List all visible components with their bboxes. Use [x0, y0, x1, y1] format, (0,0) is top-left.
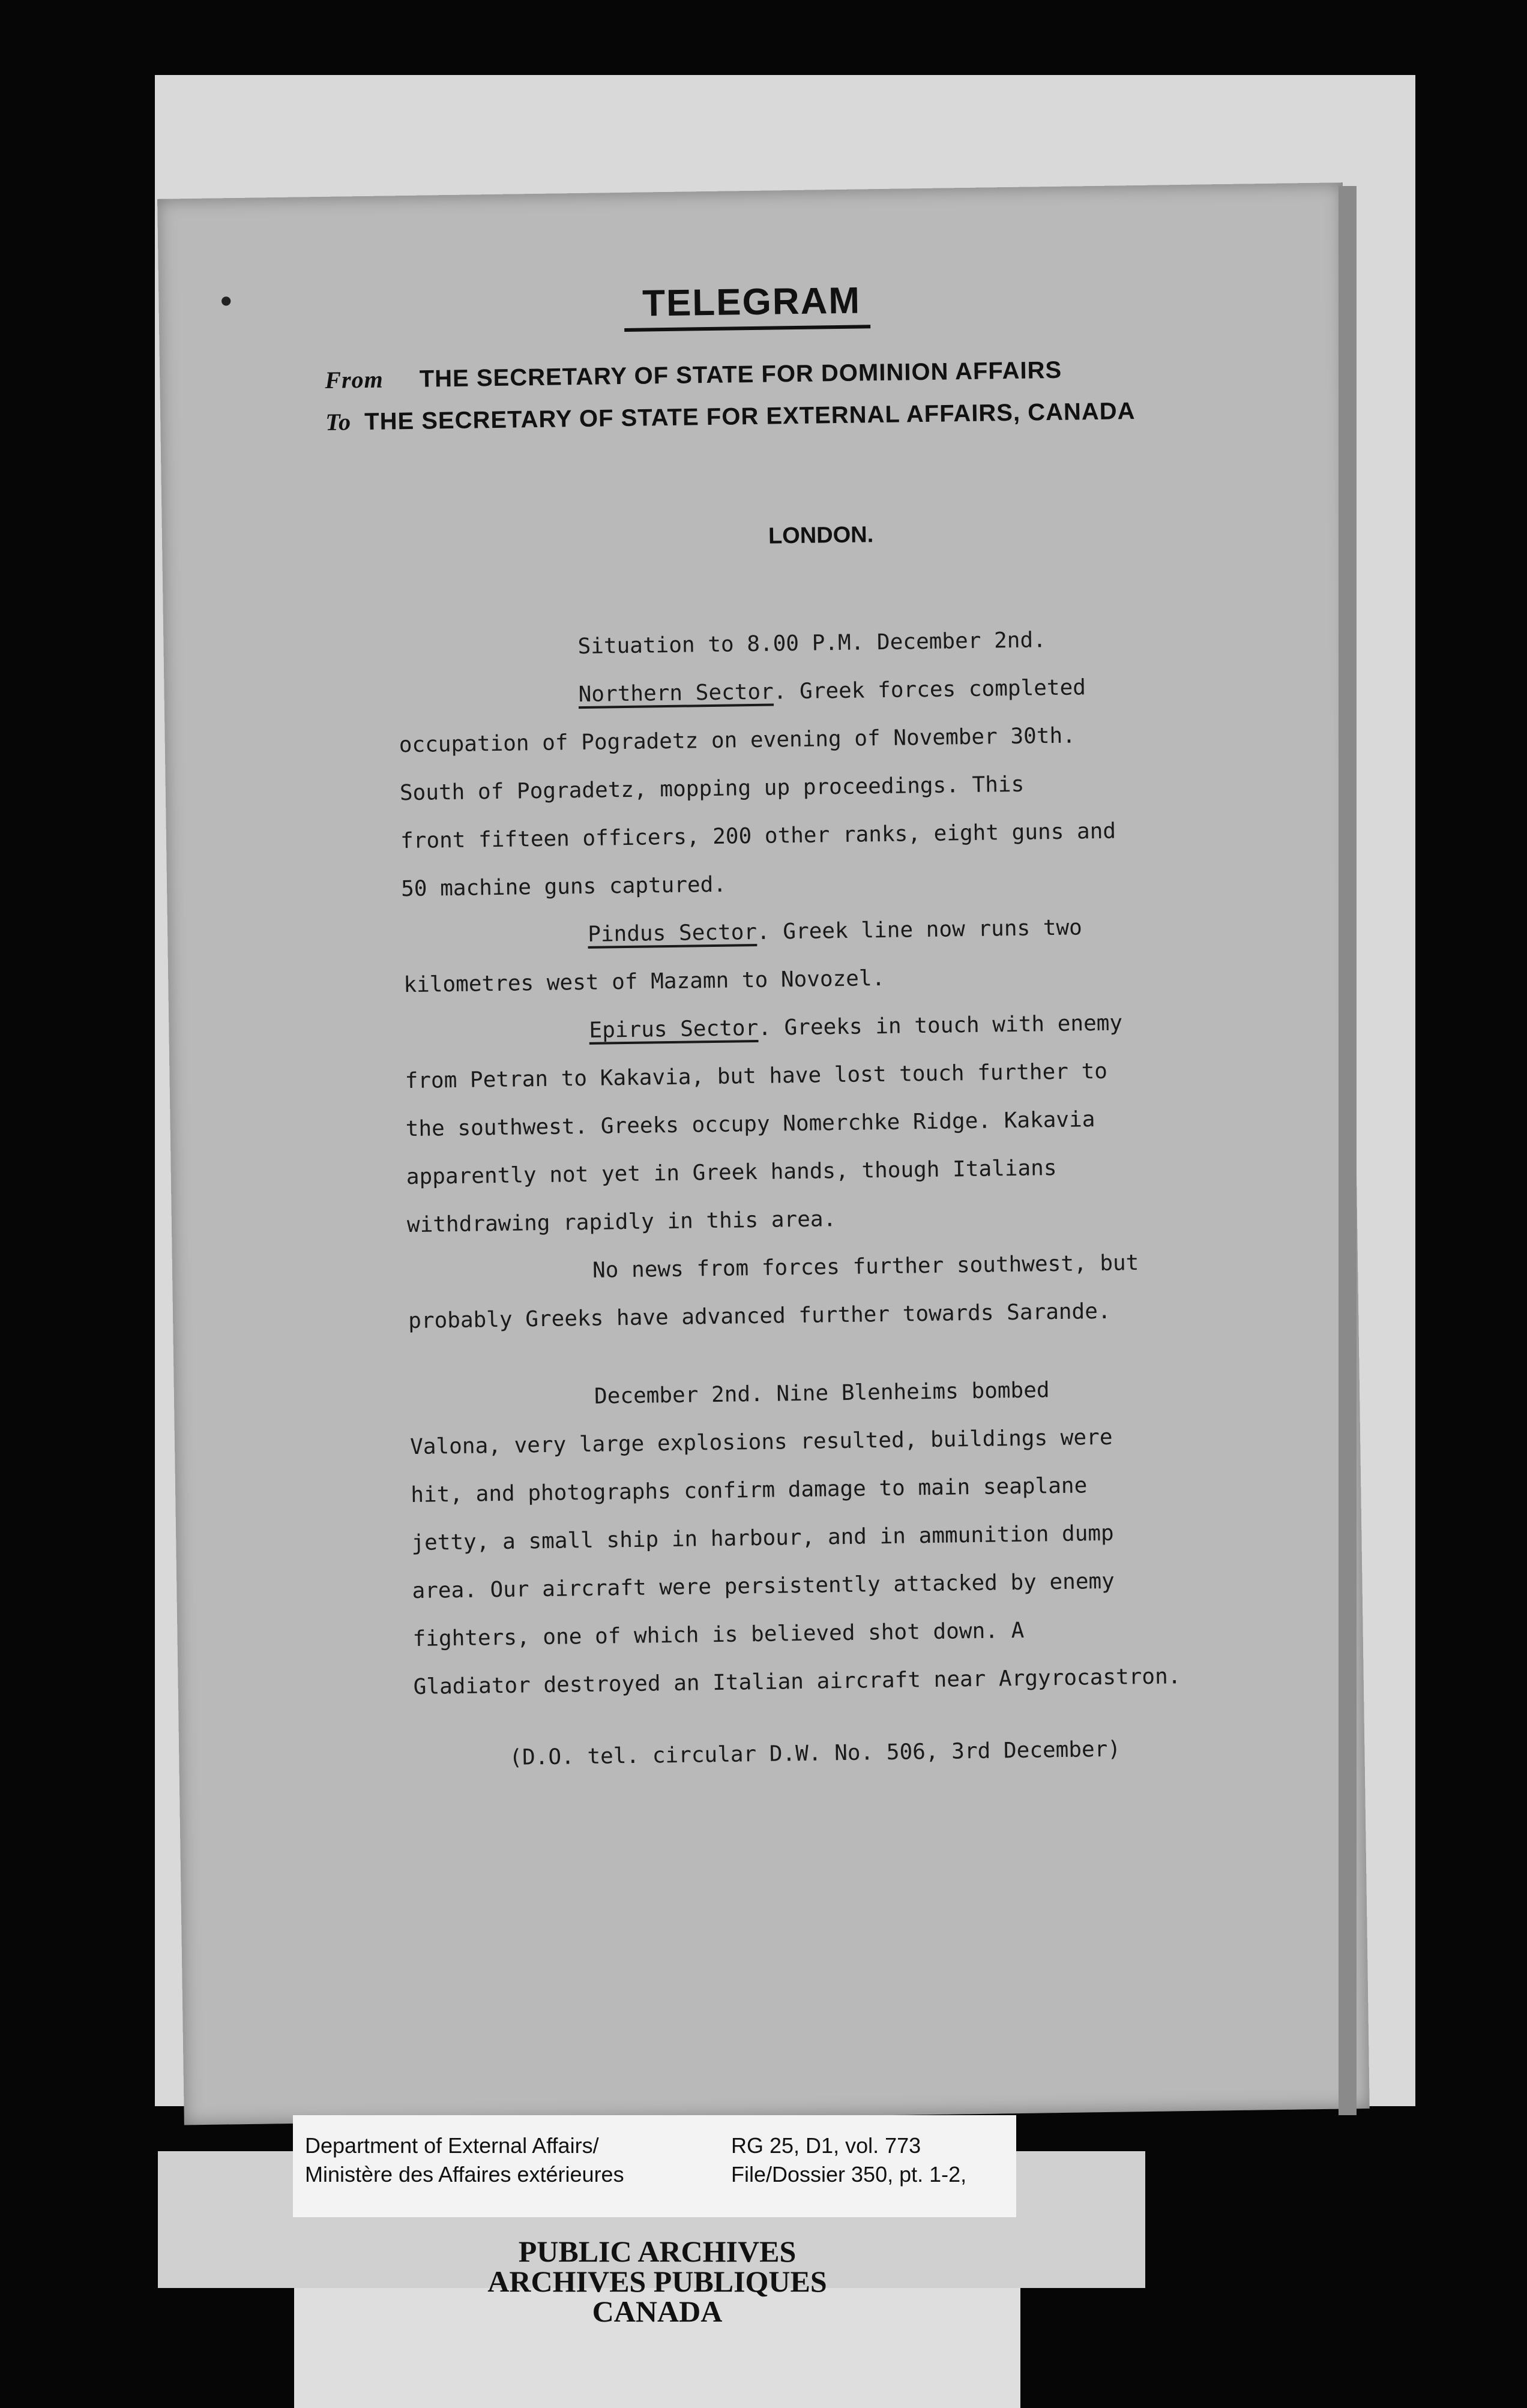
page-edge-shadow [1339, 186, 1357, 2115]
northern-line-2: occupation of Pogradetz on evening of November 30th. [399, 723, 1076, 758]
december-line-7: Gladiator destroyed an Italian aircraft near Argyrocastron. [413, 1664, 1181, 1700]
to-label: To [325, 408, 352, 436]
from-label: From [325, 365, 384, 394]
epirus-line-5: withdrawing rapidly in this area. [406, 1207, 837, 1238]
northern-line-4: front fifteen officers, 200 other ranks, eight guns and [400, 818, 1116, 854]
stamp-line-3: CANADA [592, 2295, 723, 2328]
pindus-line-2: kilometres west of Mazamn to Novozel. [403, 965, 885, 998]
epirus-line-2: from Petran to Kakavia, but have lost touch further to [405, 1058, 1108, 1094]
epirus-sector-heading: Epirus Sector [589, 1015, 759, 1043]
northern-line-1 [578, 675, 1086, 707]
december-line-3: hit, and photographs confirm damage to main seaplane [411, 1473, 1088, 1508]
telegram-title: TELEGRAM [642, 280, 861, 325]
news-line-2: probably Greeks have advanced further towards Sarande. [408, 1299, 1111, 1334]
december-line-1: December 2nd. Nine Blenheims bombed [594, 1378, 1050, 1409]
december-line-5: area. Our aircraft were persistently attacked by enemy [412, 1569, 1115, 1604]
to-line [325, 397, 1136, 436]
epirus-line-1 [589, 1010, 1122, 1042]
pindus-line-1-text: . Greek line now runs two [756, 915, 1083, 944]
telegram-page [157, 182, 1370, 2125]
december-line-6: fighters, one of which is believed shot down. A [412, 1618, 1025, 1652]
punch-hole-mark: ● [221, 293, 232, 307]
epirus-line-4: apparently not yet in Greek hands, though Italians [406, 1156, 1057, 1190]
northern-sector-heading: Northern Sector [578, 679, 774, 707]
from-line [325, 356, 1062, 394]
pindus-sector-heading: Pindus Sector [587, 919, 757, 947]
pindus-line-1 [588, 915, 1082, 946]
december-line-4: jetty, a small ship in harbour, and in ammunition dump [411, 1521, 1114, 1556]
archive-citation-label [293, 2115, 1016, 2217]
news-line-1: No news from forces further southwest, but [592, 1251, 1139, 1283]
stamp-line-2: ARCHIVES PUBLIQUES [487, 2265, 827, 2298]
northern-line-3: South of Pogradetz, mopping up proceedings. This [399, 772, 1025, 806]
record-group: RG 25, D1, vol. 773 [731, 2133, 921, 2158]
from-value: THE SECRETARY OF STATE FOR DOMINION AFFAIRS [419, 356, 1062, 392]
epirus-line-1-text: . Greeks in touch with enemy [757, 1010, 1123, 1040]
situation-line: Situation to 8.00 P.M. December 2nd. [577, 628, 1047, 659]
reference-line: (D.O. tel. circular D.W. No. 506, 3rd December) [509, 1737, 1121, 1770]
epirus-line-3: the southwest. Greeks occupy Nomerchke Ridge. Kakavia [405, 1107, 1095, 1142]
dept-english: Department of External Affairs/ [305, 2133, 599, 2158]
december-line-2: Valona, very large explosions resulted, buildings were [409, 1425, 1113, 1460]
city-line: LONDON. [768, 522, 874, 549]
stamp-line-1: PUBLIC ARCHIVES [518, 2235, 797, 2268]
title-underline [624, 325, 870, 332]
northern-line-5: 50 machine guns captured. [400, 872, 727, 902]
file-reference: File/Dossier 350, pt. 1-2, [731, 2162, 967, 2187]
dept-french: Ministère des Affaires extérieures [305, 2162, 624, 2187]
to-value: THE SECRETARY OF STATE FOR EXTERNAL AFFAIRS, CANADA [364, 398, 1136, 436]
northern-line-1-text: . Greek forces completed [773, 675, 1086, 704]
